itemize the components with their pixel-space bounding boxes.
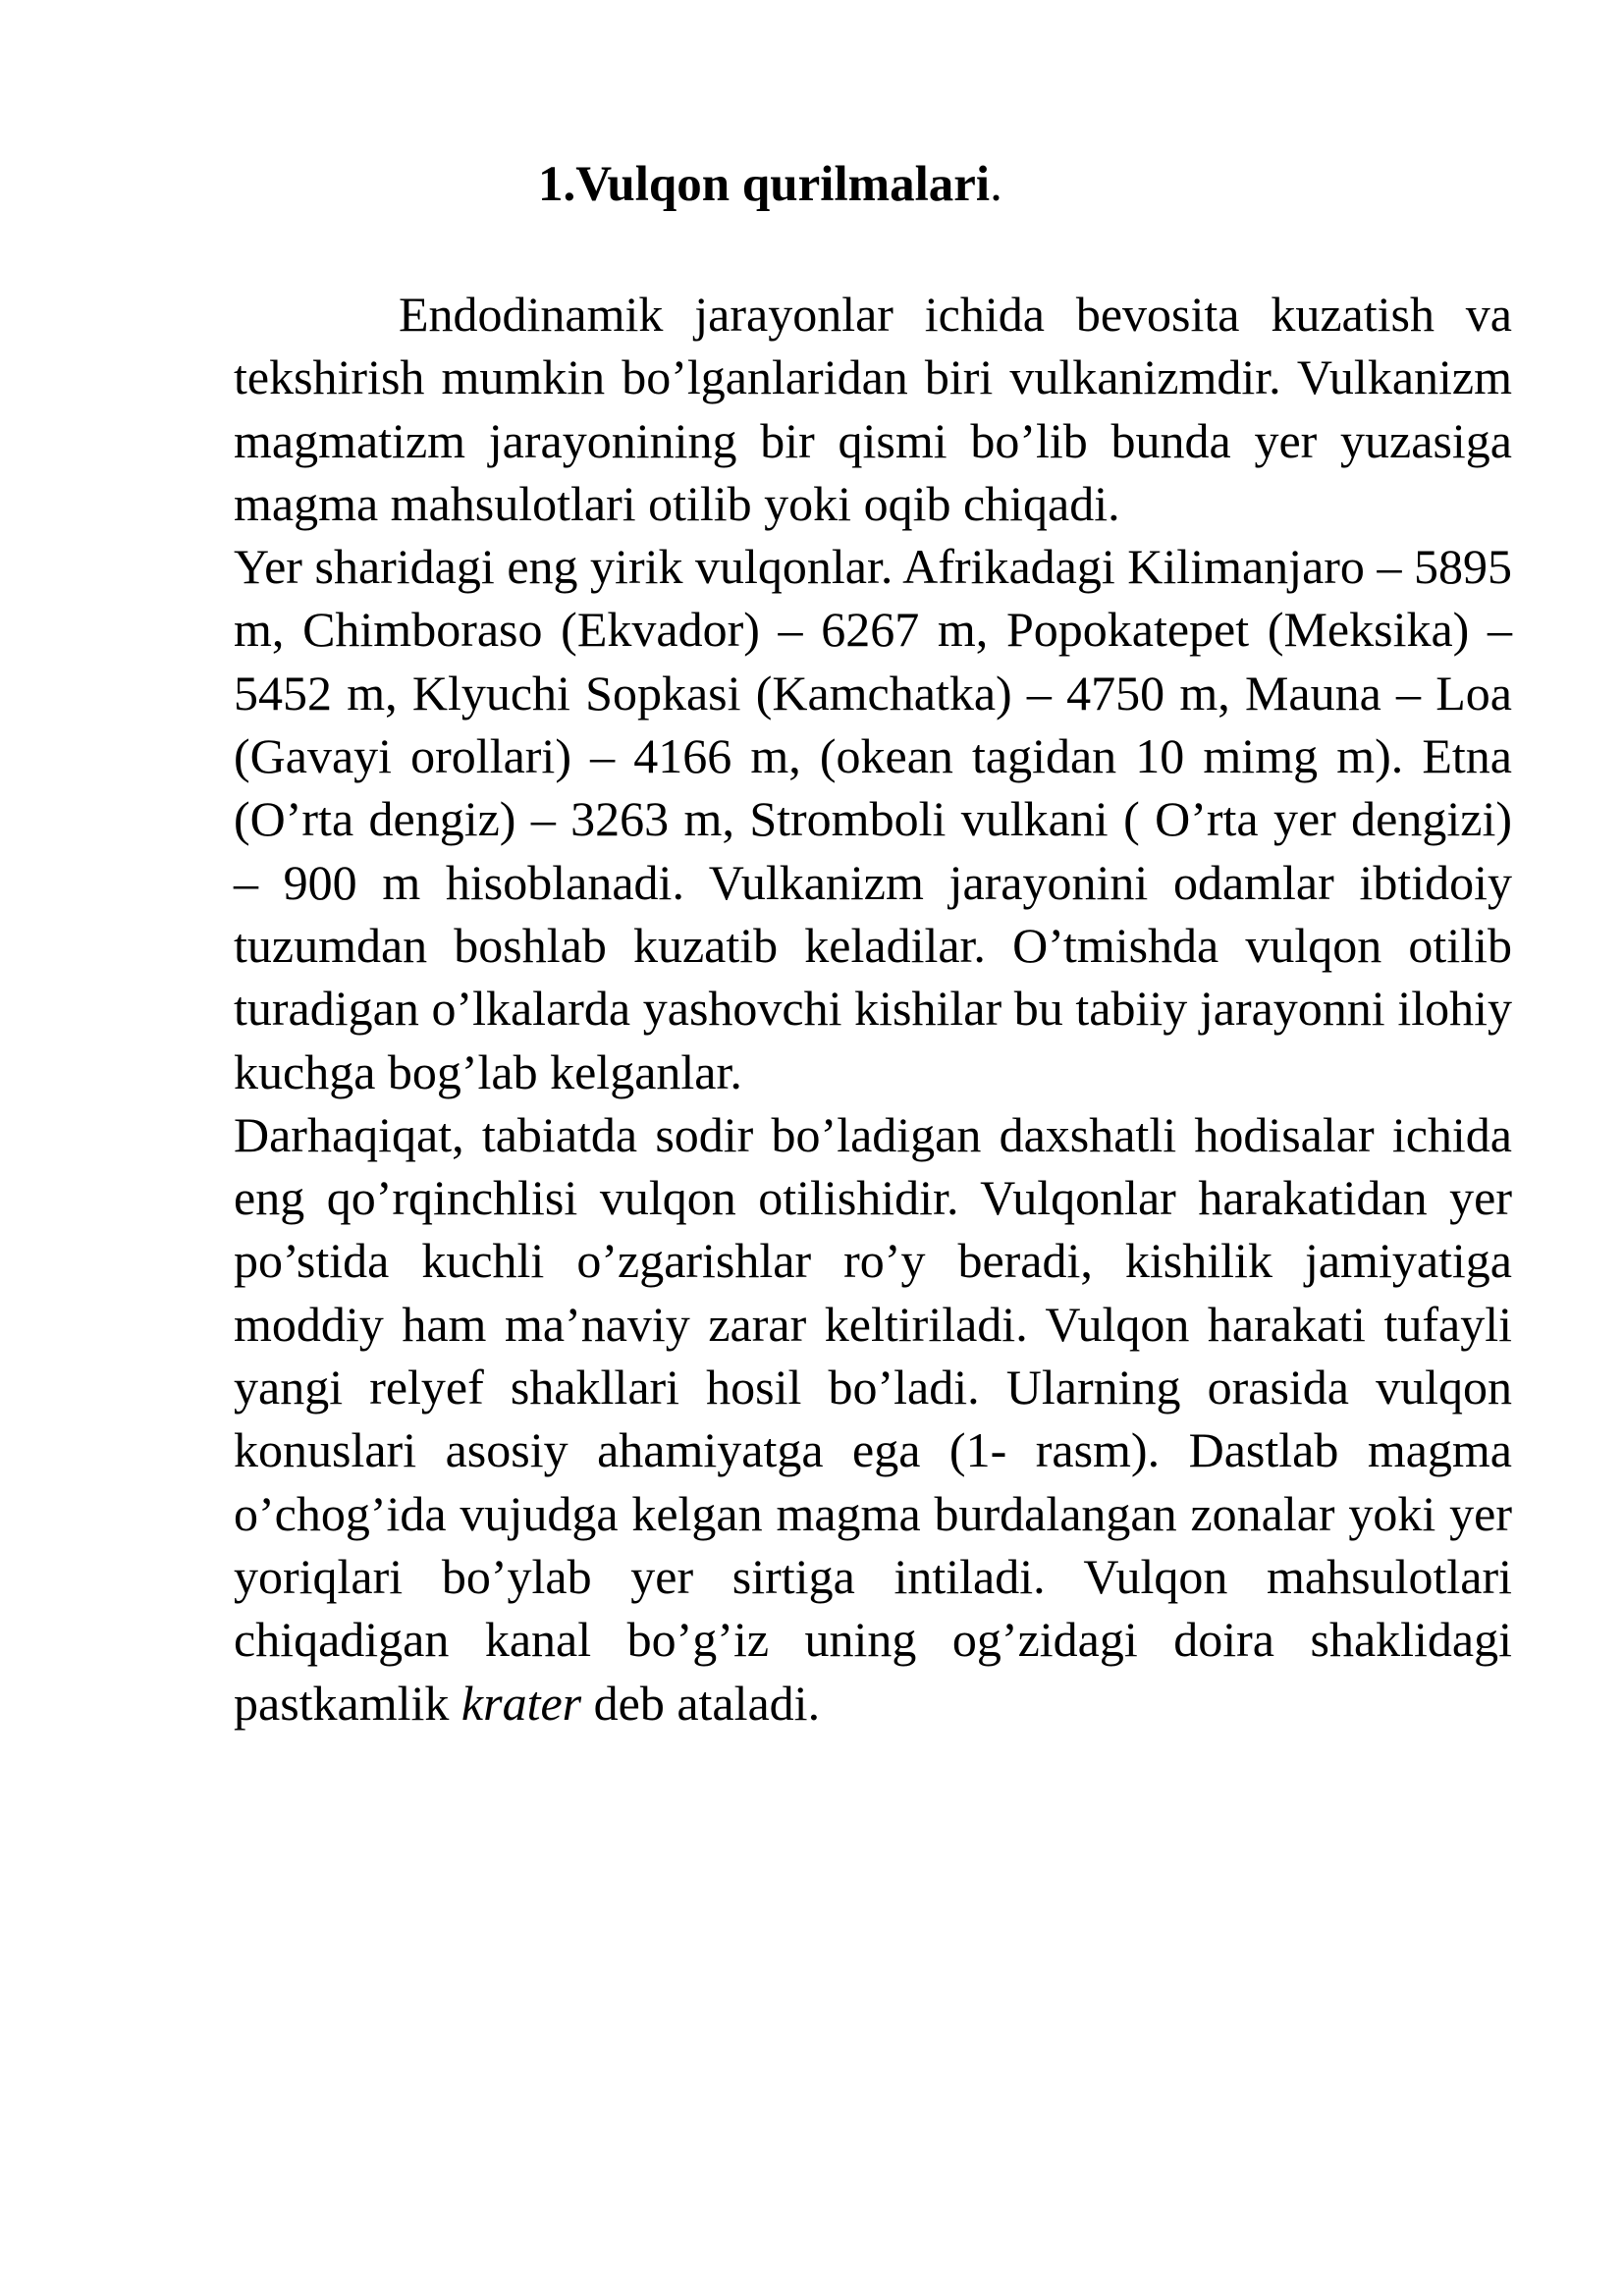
body-text	[234, 283, 1512, 1735]
paragraph-volcanic-eruption	[234, 1103, 1512, 1735]
paragraph-volcanic-eruption-ending: deb ataladi.	[581, 1675, 821, 1731]
page-title-text: 1.Vulqon qurilmalari	[538, 157, 991, 212]
term-krater: krater	[460, 1675, 582, 1731]
page-title-period: .	[990, 157, 1002, 212]
paragraph-largest-volcanoes: Yer sharidagi eng yirik vulqonlar. Afrikadagi Kilimanjaro – 5895 m, Chimboraso (Ekvador) – 6267 m, Popokatepet (Meksika) – 5452 m, Klyuchi Sopkasi (Kamchatka) – 4750 m, Mauna – Loa (Gavayi orollari) – 4166 m, (okean tagidan 10 mimg m). Etna (O’rta dengiz) – 3263 m, Stromboli vulkani ( O’rta yer dengizi) – 900 m hisoblanadi. Vulkanizm jarayonini odamlar ibtidoiy tuzumdan boshlab kuzatib keladilar. O’tmishda vulqon otilib turadigan o’lkalarda yashovchi kishilar bu tabiiy jarayonni ilohiy kuchga bog’lab kelganlar.	[234, 539, 1512, 1099]
page-title	[538, 155, 1002, 214]
paragraph-volcanic-eruption-text: Darhaqiqat, tabiatda sodir bo’ladigan daxshatli hodisalar ichida eng qo’rqinchlisi vulqon otilishidir. Vulqonlar harakatidan yer po’stida kuchli o’zgarishlar ro’y beradi, kishilik jamiyatiga moddiy ham ma’naviy zarar keltiriladi. Vulqon harakati tufayli yangi relyef shakllari hosil bo’ladi. Ularning orasida vulqon konuslari asosiy ahamiyatga ega (1- rasm). Dastlab magma o’chog’ida vujudga kelgan magma burdalangan zonalar yoki yer yoriqlari bo’ylab yer sirtiga intiladi. Vulqon mahsulotlari chiqadigan kanal bo’g’iz uning og’zidagi doira shaklidagi pastkamlik	[234, 1106, 1512, 1731]
paragraph-vulkanizm-intro: Endodinamik jarayonlar ichida bevosita kuzatish va tekshirish mumkin bo’lganlaridan biri vulkanizmdir. Vulkanizm magmatizm jarayonining bir qismi bo’lib bunda yer yuzasiga magma mahsulotlari otilib yoki oqib chiqadi.	[234, 287, 1512, 531]
